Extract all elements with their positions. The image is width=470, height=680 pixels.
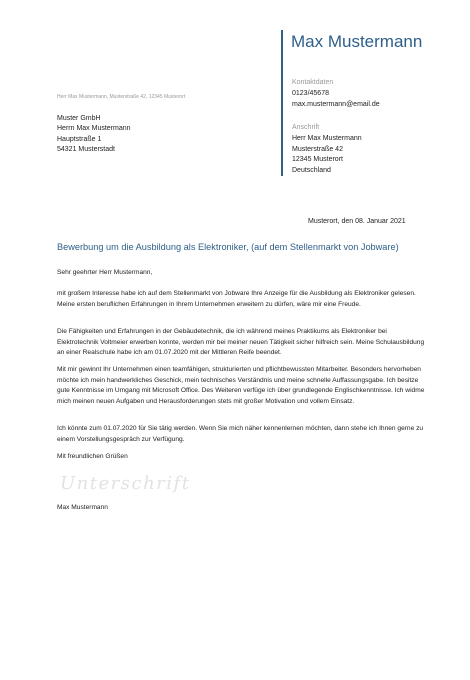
- address-line: Deutschland: [292, 166, 331, 174]
- recipient-line: 54321 Musterstadt: [57, 146, 115, 154]
- letter-date: Musterort, den 08. Januar 2021: [308, 218, 406, 225]
- address-label: Anschrift: [292, 124, 320, 131]
- body-paragraph: Die Fähigkeiten und Erfahrungen in der Gebäudetechnik, die ich während meines Praktikums als Elektroniker bei Elektrotechnik Voltmeier erwerben konnte, werden mir bei meiner neuen Tätigkeit sicher hilfreich sein. Meine Schulausbildung an einer Realschule habe ich am 01.07.2020 mit der Mittleren Reife beendet.: [57, 328, 425, 357]
- address-line: Musterstraße 42: [292, 145, 343, 153]
- contact-phone: 0123/45678: [292, 90, 329, 97]
- recipient-line: Muster GmbH: [57, 115, 101, 122]
- letter-subject: Bewerbung um die Ausbildung als Elektroniker, (auf dem Stellenmarkt von Jobware): [57, 242, 399, 252]
- recipient-line: Herrn Max Mustermann: [57, 125, 131, 133]
- contact-label: Kontaktdaten: [292, 79, 334, 86]
- body-paragraph: Ich könnte zum 01.07.2020 für Sie tätig werden. Wenn Sie mich näher kennenlernen möchten, dann stehe ich Ihnen gerne zu einem Vorstellungsgespräch zur Verfügung.: [57, 425, 424, 443]
- recipient-line: Hauptstraße 1: [57, 135, 102, 143]
- closing: Mit freundlichen Grüßen: [57, 453, 128, 460]
- body-paragraph: mit großem Interesse habe ich auf dem Stellenmarkt von Jobware Ihre Anzeige für die Ausbildung als Elektroniker gelesen. Meine ersten beruflichen Erfahrungen in Ihrem Unternehmen erweitern zu dürfen, wäre mir eine Freude.: [57, 290, 416, 308]
- sender-return-address: Herr Max Mustermann, Musterstraße 42, 12345 Musterort: [57, 94, 186, 100]
- sender-name: Max Mustermann: [291, 32, 423, 51]
- signature-image: Unterschrift: [60, 473, 191, 494]
- header-accent-line: [281, 30, 283, 176]
- body-paragraph: Mit mir gewinnt Ihr Unternehmen einen teamfähigen, strukturierten und pflichtbewussten Mitarbeiter. Besonders hervorheben möchte ich mein handwerkliches Geschick, mein technisches Verständnis und meine schnelle Auffassungsgabe. Ich besitze gute Kenntnisse im Umgang mit Microsoft Office. Des Weiteren verfüge ich über grundlegende Englischkenntnisse. Ich widme mich meinen neuen Aufgaben und Herausforderungen stets mit großer Motivation und vollem Einsatz.: [57, 366, 425, 405]
- address-line: 12345 Musterort: [292, 156, 343, 163]
- salutation: Sehr geehrter Herr Mustermann,: [57, 269, 153, 276]
- recipient-address: [57, 114, 131, 156]
- address-line: Herr Max Mustermann: [292, 135, 362, 142]
- contact-email: max.mustermann@email.de: [292, 100, 380, 108]
- signature-name: Max Mustermann: [57, 504, 108, 511]
